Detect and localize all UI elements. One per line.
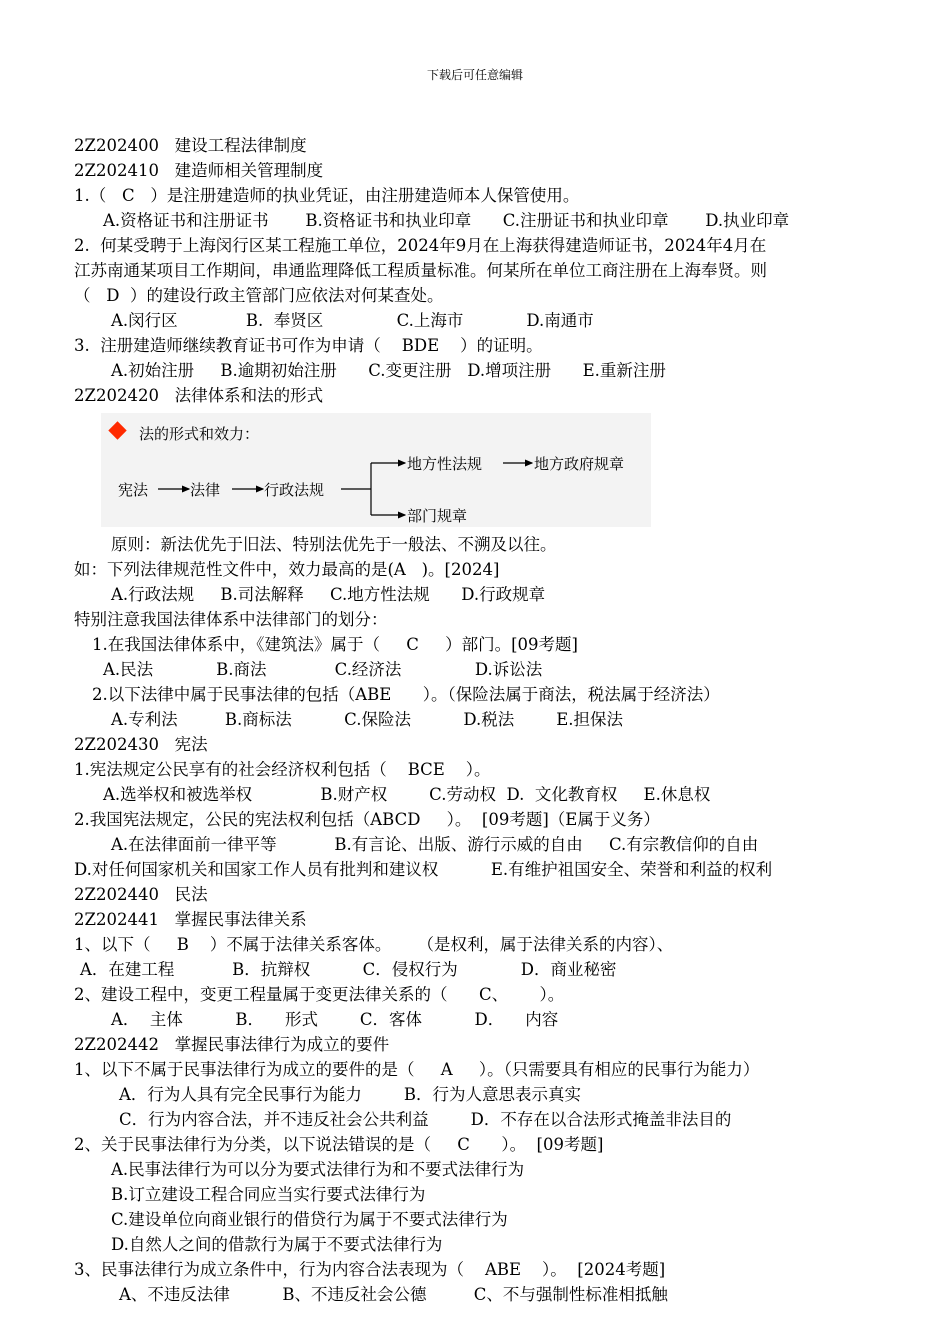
answer-options: A.选举权和被选举权 B.财产权 C.劳动权 D. 文化教育权 E.休息权 bbox=[103, 785, 711, 804]
page-header: 下载后可任意编辑 bbox=[426, 68, 523, 82]
answer-options: A.在法律面前一律平等 B.有言论、出版、游行示威的自由 C.有宗教信仰的自由 bbox=[111, 835, 759, 854]
answer-options: A.民法 B.商法 C.经济法 D.诉讼法 bbox=[103, 660, 543, 679]
section-heading: 2Z202442 掌握民事法律行为成立的要件 bbox=[74, 1035, 390, 1054]
answer-options: C．行为内容合法，并不违反社会公共利益 D．不存在以合法形式掩盖非法目的 bbox=[119, 1110, 732, 1129]
question-text: 1、以下（ B ）不属于法律关系客体。 （是权利，属于法律关系的内容）、 bbox=[74, 935, 674, 954]
answer-options: A、不违反法律 B、不违反社会公德 C、不与强制性标准相抵触 bbox=[119, 1285, 668, 1304]
question-text: 2、建设工程中，变更工程量属于变更法律关系的（ C、 ）。 bbox=[74, 985, 565, 1004]
section-heading: 2Z202410 建造师相关管理制度 bbox=[74, 161, 324, 180]
question-text: 如：下列法律规范性文件中，效力最高的是(A )。[2024] bbox=[74, 560, 500, 579]
node-law: 法律 bbox=[190, 481, 221, 499]
question-text: 3、民事法律行为成立条件中，行为内容合法表现为（ ABE ）。 [2024考题] bbox=[74, 1260, 666, 1279]
question-text: 2. 何某受聘于上海闵行区某工程施工单位，2024年9月在上海获得建造师证书，2024年4月在 bbox=[74, 236, 767, 255]
question-text: 1.在我国法律体系中，《建筑法》属于（ C ）部门。[09考题] bbox=[92, 635, 578, 654]
section-heading: 2Z202400 建设工程法律制度 bbox=[74, 136, 307, 155]
principle-text: 原则：新法优先于旧法、特别法优先于一般法、不溯及以往。 bbox=[111, 535, 557, 554]
node-dept-rule: 部门规章 bbox=[407, 507, 468, 525]
section-heading: 2Z202430 宪法 bbox=[74, 735, 208, 754]
answer-options: A．行为人具有完全民事行为能力 B．行为人意思表示真实 bbox=[119, 1085, 581, 1104]
question-text: 江苏南通某项目工作期间，串通监理降低工程质量标准。何某所在单位工商注册在上海奉贤。则 bbox=[74, 261, 767, 280]
question-text: 2.我国宪法规定，公民的宪法权利包括（ABCD ）。 [09考题]（E属于义务） bbox=[74, 810, 660, 829]
question-text: 2.以下法律中属于民事法律的包括（ABE ）。（保险法属于商法，税法属于经济法） bbox=[92, 685, 720, 704]
diagram-title: 法的形式和效力： bbox=[139, 425, 260, 443]
question-text: 1、以下不属于民事法律行为成立的要件的是（ A ）。（只需要具有相应的民事行为能力） bbox=[74, 1060, 760, 1079]
node-local-regulation: 地方性法规 bbox=[407, 455, 483, 473]
answer-options: A.闵行区 B. 奉贤区 C.上海市 D.南通市 bbox=[111, 311, 594, 330]
answer-options: D.对任何国家机关和国家工作人员有批判和建议权 E.有维护祖国安全、荣誉和利益的权利 bbox=[74, 860, 773, 879]
node-local-gov-rule: 地方政府规章 bbox=[534, 455, 625, 473]
question-text: 2、关于民事法律行为分类，以下说法错误的是（ C ）。 [09考题] bbox=[74, 1135, 604, 1154]
note-text: 特别注意我国法律体系中法律部门的划分： bbox=[74, 610, 388, 629]
question-text: 3. 注册建造师继续教育证书可作为申请（ BDE ）的证明。 bbox=[74, 336, 543, 355]
section-heading: 2Z202420 法律体系和法的形式 bbox=[74, 386, 324, 405]
section-heading: 2Z202441 掌握民事法律关系 bbox=[74, 910, 307, 929]
answer-options: A.初始注册 B.逾期初始注册 C.变更注册 D.增项注册 E.重新注册 bbox=[111, 361, 666, 380]
node-constitution: 宪法 bbox=[118, 481, 149, 499]
answer-options: A．在建工程 B．抗辩权 C．侵权行为 D．商业秘密 bbox=[80, 960, 617, 979]
answer-options: A.民事法律行为可以分为要式法律行为和不要式法律行为 bbox=[111, 1160, 525, 1179]
answer-options: B.订立建设工程合同应当实行要式法律行为 bbox=[111, 1185, 426, 1204]
node-admin-regulation: 行政法规 bbox=[264, 481, 325, 499]
diagram-connectors bbox=[101, 413, 651, 527]
question-text: （ D ）的建设行政主管部门应依法对何某查处。 bbox=[74, 286, 444, 305]
question-text: 1.宪法规定公民享有的社会经济权利包括（ BCE ）。 bbox=[74, 760, 491, 779]
answer-options: A． 主体 B． 形式 C．客体 D． 内容 bbox=[111, 1010, 559, 1029]
section-heading: 2Z202440 民法 bbox=[74, 885, 208, 904]
answer-options: A.专利法 B.商标法 C.保险法 D.税法 E.担保法 bbox=[111, 710, 624, 729]
law-hierarchy-diagram bbox=[101, 413, 651, 527]
answer-options: D.自然人之间的借款行为属于不要式法律行为 bbox=[111, 1235, 443, 1254]
answer-options: A.行政法规 B.司法解释 C.地方性法规 D.行政规章 bbox=[111, 585, 546, 604]
question-text: 1.（ C ）是注册建造师的执业凭证，由注册建造师本人保管使用。 bbox=[74, 186, 580, 205]
answer-options: C.建设单位向商业银行的借贷行为属于不要式法律行为 bbox=[111, 1210, 508, 1229]
answer-options: A.资格证书和注册证书 B.资格证书和执业印章 C.注册证书和执业印章 D.执业印章 bbox=[103, 211, 790, 230]
